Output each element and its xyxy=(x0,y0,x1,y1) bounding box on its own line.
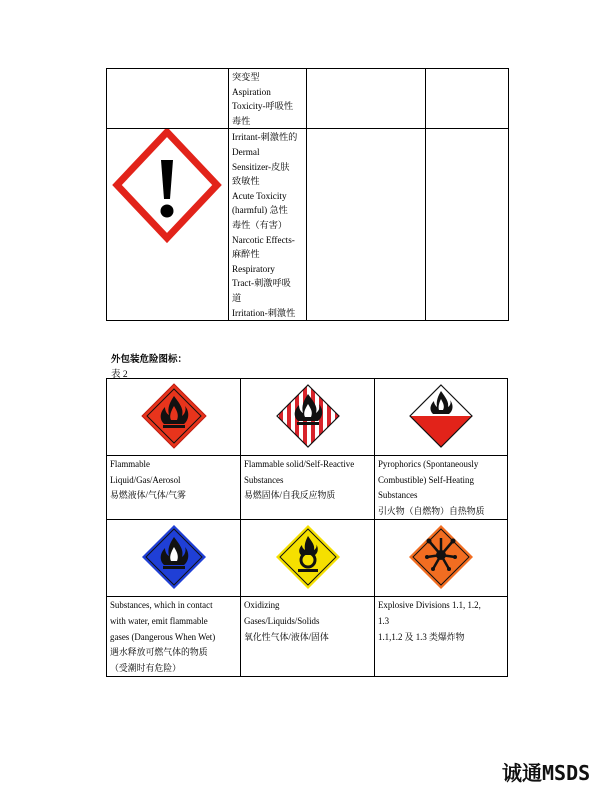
description-line: Toxicity-呼吸性 xyxy=(232,101,294,112)
watermark-logo-text: 诚通MSDS xyxy=(502,761,591,785)
description-line: Irritation-刺激性 xyxy=(232,307,296,318)
pictogram-cell xyxy=(107,129,229,321)
dangerous-when-wet-blue-diamond-icon xyxy=(140,523,208,591)
pictogram-cell xyxy=(375,379,508,456)
exclamation-mark-diamond-icon xyxy=(107,129,228,259)
description-line: 1.3 xyxy=(378,615,390,626)
pictogram-description-cell xyxy=(241,456,375,520)
description-line: 氧化性气体/液体/固体 xyxy=(244,631,329,642)
description-line: Aspiration xyxy=(232,86,271,97)
pictogram-cell xyxy=(375,520,508,597)
package-hazard-pictogram-table xyxy=(106,378,508,677)
section-heading: 外包装危险图标： xyxy=(111,355,188,365)
description-line: Flammable solid/Self-Reactive xyxy=(244,459,355,469)
flammable-solid-striped-diamond-icon xyxy=(274,382,342,450)
description-line: Respiratory xyxy=(232,263,275,274)
pictogram-description-cell xyxy=(241,597,375,677)
pictogram-description-cell xyxy=(107,456,241,520)
description-line: Pyrophorics (Spontaneously xyxy=(378,459,479,469)
description-line: Gases/Liquids/Solids xyxy=(244,615,320,626)
description-line: 遇水释放可燃气体的物质 xyxy=(110,647,208,658)
pictogram-cell xyxy=(107,520,241,597)
hazard-description-cell xyxy=(229,129,307,321)
description-line: Explosive Divisions 1.1, 1.2, xyxy=(378,600,481,611)
description-line: Combustible) Self-Heating xyxy=(378,474,474,485)
table-label: 表 2 xyxy=(111,370,128,380)
description-line: （受潮时有危险） xyxy=(110,662,181,673)
pictogram-cell xyxy=(241,520,375,597)
description-line: Flammable xyxy=(110,459,150,469)
description-line: gases (Dangerous When Wet) xyxy=(110,631,216,642)
empty-cell xyxy=(426,129,509,321)
pictogram-description-cell xyxy=(375,597,508,677)
description-line: Substances, which in contact xyxy=(110,600,213,611)
description-line: Narcotic Effects- xyxy=(232,234,295,245)
table-row xyxy=(107,456,508,520)
pictogram-description-cell xyxy=(375,456,508,520)
description-line: Substances xyxy=(378,490,418,501)
empty-cell xyxy=(307,69,426,129)
pictogram-cell xyxy=(241,379,375,456)
pictogram-description-cell xyxy=(107,597,241,677)
description-line: Oxidizing xyxy=(244,600,280,611)
empty-cell xyxy=(307,129,426,321)
explosive-orange-diamond-icon xyxy=(407,523,475,591)
table-row xyxy=(107,520,508,597)
description-line: Substances xyxy=(244,474,284,485)
description-line: (harmful) 急性 xyxy=(232,205,288,216)
spontaneously-combustible-diamond-icon xyxy=(407,382,475,450)
description-line: 致敏性 xyxy=(232,176,260,187)
pictogram-cell xyxy=(107,379,241,456)
description-line: 突变型 xyxy=(232,72,260,82)
description-line: Acute Toxicity xyxy=(232,190,287,201)
description-line: 麻醉性 xyxy=(232,249,260,260)
description-line: 毒性 xyxy=(232,115,251,126)
description-line: 1.1,1.2 及 1.3 类爆炸物 xyxy=(378,631,465,642)
flammable-flame-red-diamond-icon xyxy=(140,382,208,450)
description-line: 引火物（自燃物）自热物质 xyxy=(378,505,485,516)
empty-cell xyxy=(426,69,509,129)
table-row xyxy=(107,129,509,321)
description-line: 毒性（有害） xyxy=(232,219,288,230)
table-row xyxy=(107,379,508,456)
pictogram-cell xyxy=(107,69,229,129)
description-line: 易燃固体/自我反应物质 xyxy=(244,490,336,501)
description-line: 易燃液体/气体/气雾 xyxy=(110,490,186,501)
description-line: Irritant-刺激性的 xyxy=(232,132,298,143)
table-row xyxy=(107,597,508,677)
description-line: Dermal xyxy=(232,146,260,157)
description-line: 道 xyxy=(232,292,242,303)
table-row xyxy=(107,69,509,129)
description-line: with water, emit flammable xyxy=(110,615,208,626)
description-line: Tract-刺激呼吸 xyxy=(232,278,291,289)
oxidizer-yellow-diamond-icon xyxy=(274,523,342,591)
hazard-classification-table xyxy=(106,68,509,321)
description-line: Sensitizer-皮肤 xyxy=(232,161,290,172)
description-line: Liquid/Gas/Aerosol xyxy=(110,474,181,485)
hazard-description-cell xyxy=(229,69,307,129)
